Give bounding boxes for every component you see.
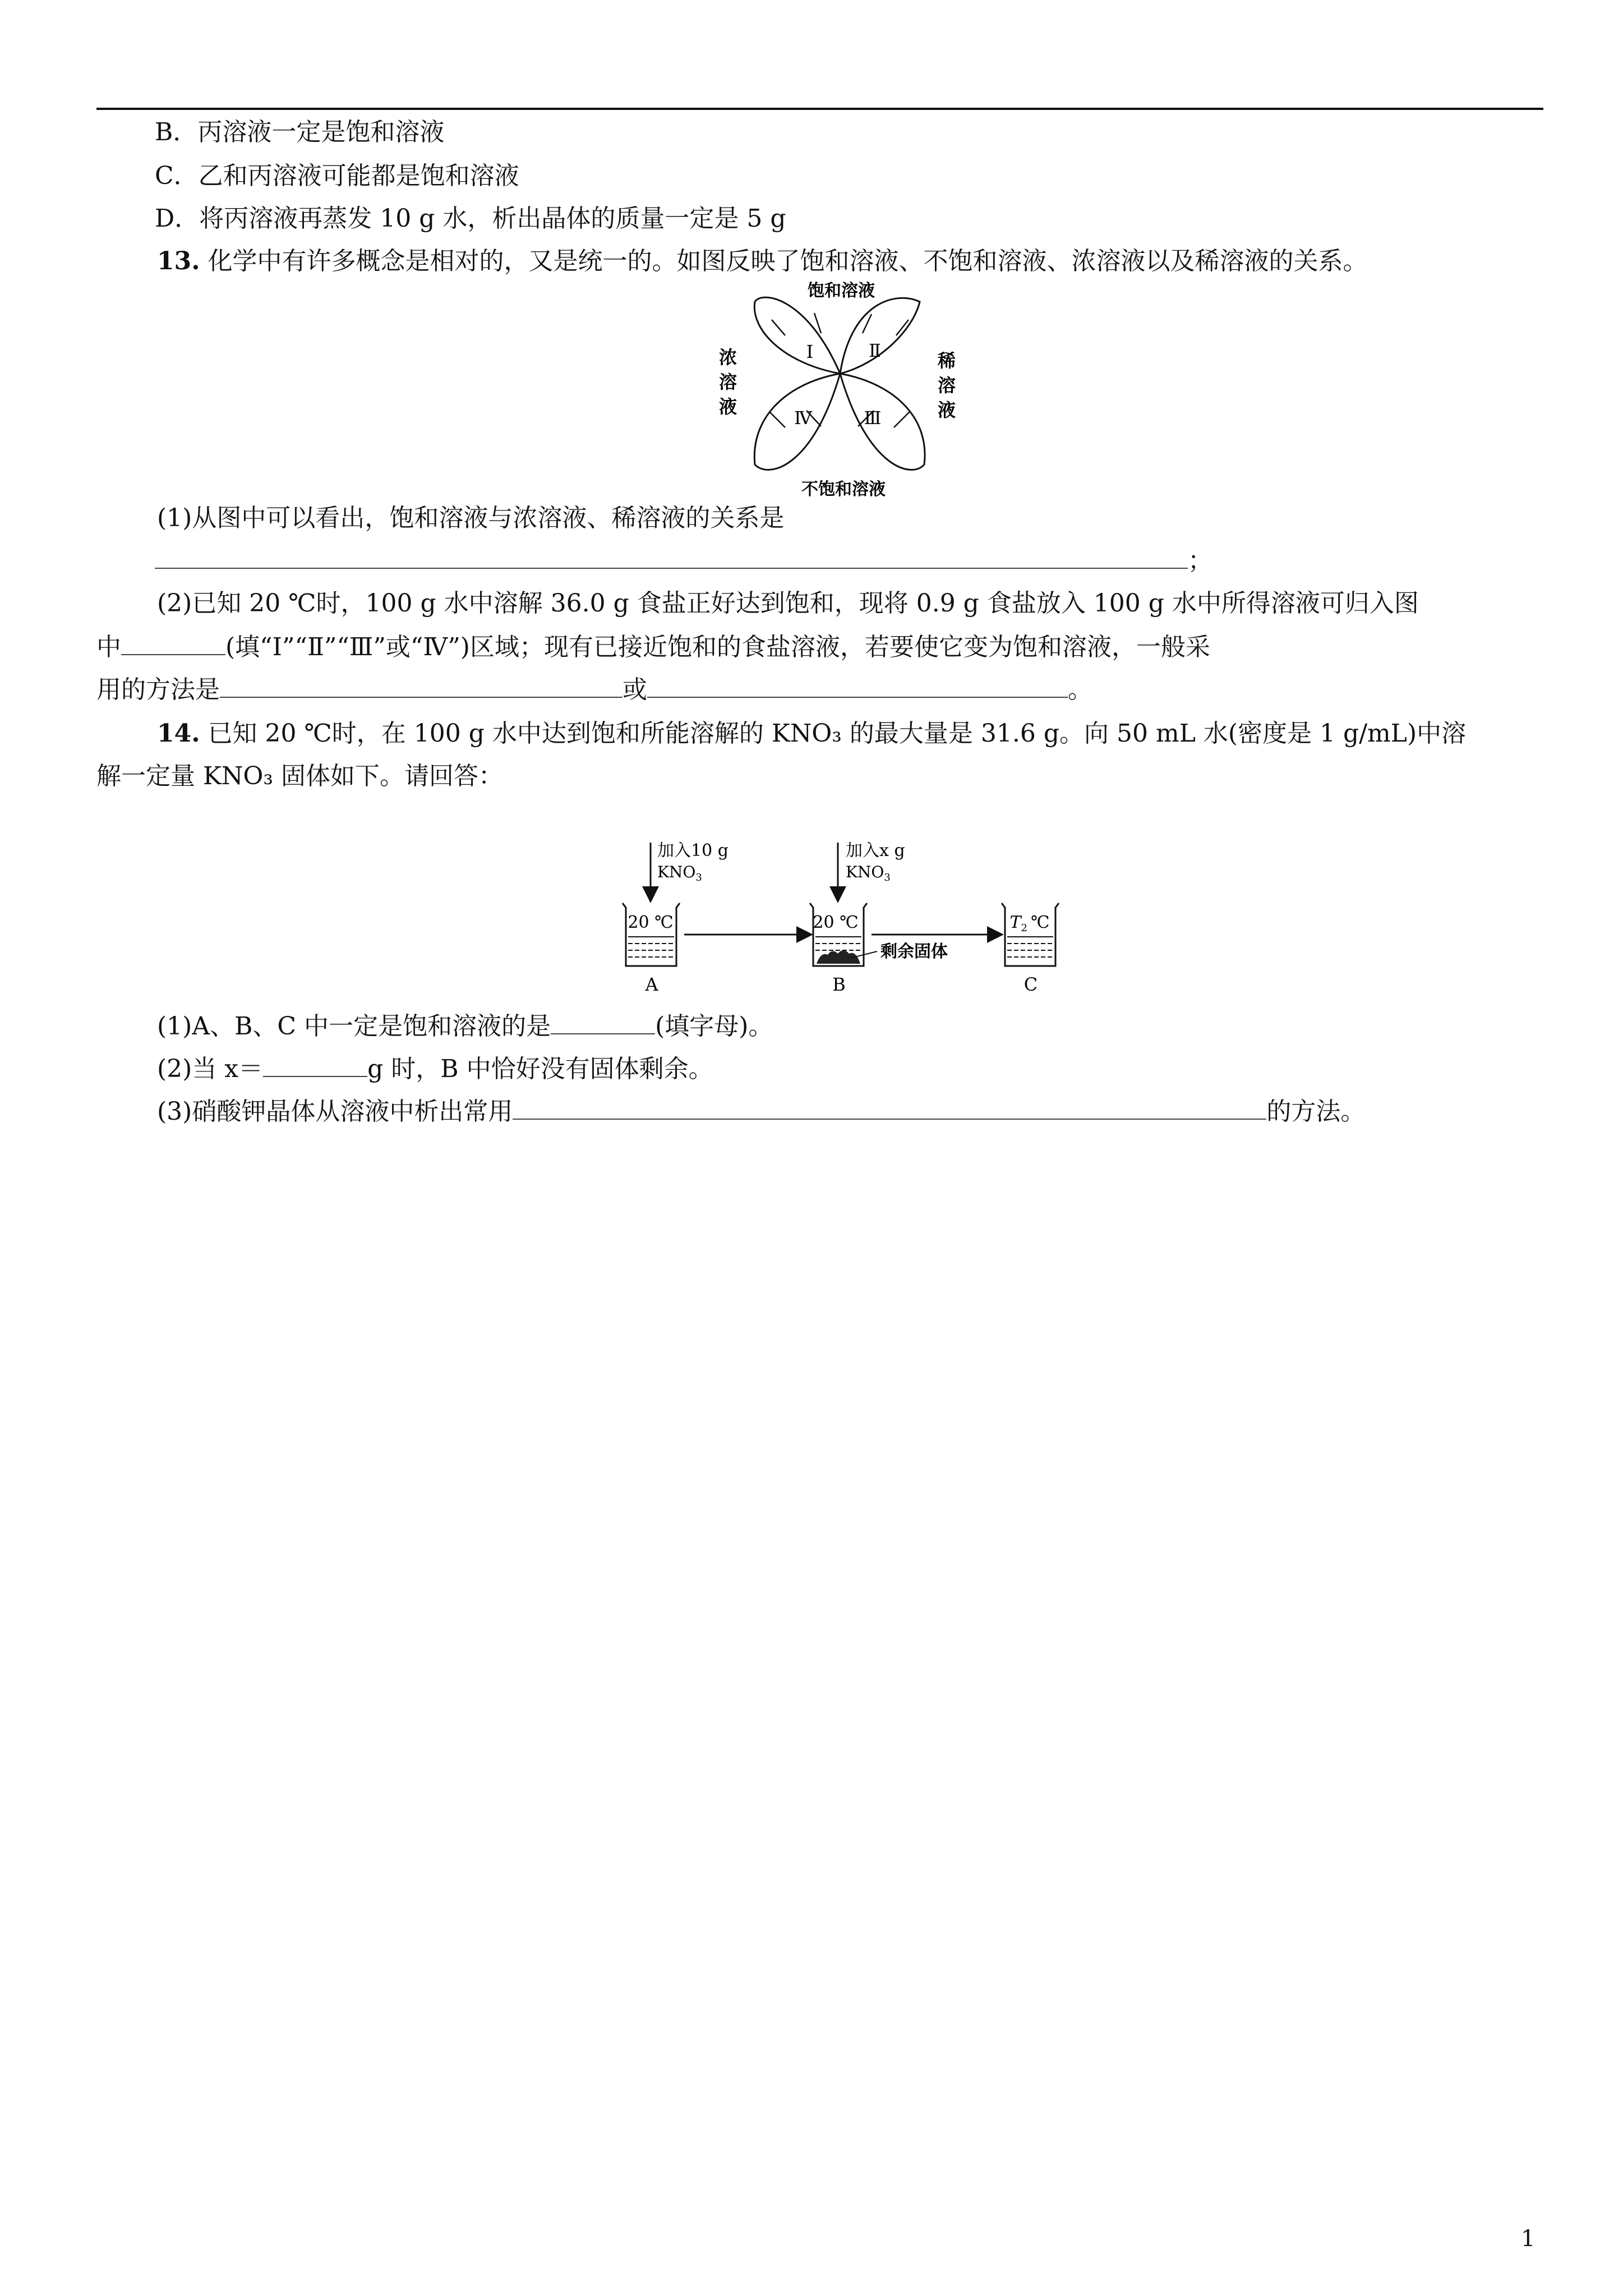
q13-part1-blank[interactable]: [155, 544, 1188, 569]
q14-part3-blank[interactable]: [513, 1095, 1266, 1120]
add-label-1: 加入10 g: [657, 841, 728, 861]
beaker-a-temp: 20 ℃: [628, 913, 674, 932]
region-1-label: Ⅰ: [806, 341, 814, 362]
q14-part3-prefix: (3)硝酸钾晶体从溶液中析出常用: [157, 1097, 513, 1126]
q14-part3: [157, 1095, 1365, 1129]
q13-part1-answer-line: [155, 544, 1212, 578]
q13-part2-line1: (2)已知 20 ℃时，100 g 水中溶解 36.0 g 食盐正好达到饱和，现将 0.9 g 食盐放入 100 g 水中所得溶液可归入图: [157, 589, 1419, 618]
q13-part2-line2: [96, 631, 1210, 664]
q13-part2-method-prefix: 用的方法是: [96, 675, 220, 704]
petal-top-right: [840, 298, 920, 374]
concentrated-char-3: 液: [718, 396, 737, 417]
dilute-char-3: 液: [937, 399, 956, 421]
q14-part1-prefix: (1)A、B、C 中一定是饱和溶液的是: [157, 1012, 551, 1041]
diagram-label-dilute: [937, 350, 956, 421]
beaker-b-temp: 20 ℃: [813, 913, 859, 932]
q13-method-blank-2[interactable]: [647, 673, 1068, 698]
q13-number: 13.: [157, 247, 200, 275]
q14-stem-1: 已知 20 ℃时，在 100 g 水中达到饱和所能溶解的 KNO₃ 的最大量是 31.6 g。向 50 mL 水(密度是 1 g/mL)中溶: [208, 719, 1467, 748]
q12-option-d: D．将丙溶液再蒸发 10 g 水，析出晶体的质量一定是 5 g: [155, 204, 786, 233]
beaker-b-label: B: [832, 974, 846, 995]
q12-option-b: B．丙溶液一定是饱和溶液: [155, 118, 445, 146]
q13-part2-region-blank[interactable]: [121, 631, 225, 655]
q14-part2: [157, 1052, 713, 1086]
q14-part2-prefix: (2)当 x＝: [157, 1055, 264, 1083]
region-3-label: Ⅲ: [864, 407, 882, 429]
residue-label: 剩余固体: [880, 942, 948, 961]
add-label-2-formula: $KNO_3$: [846, 863, 891, 884]
kno3-dissolving-diagram: [606, 836, 1077, 999]
q13-stem: 化学中有许多概念是相对的，又是统一的。如图反映了饱和溶液、不饱和溶液、浓溶液以及稀溶液的关系。: [208, 247, 1368, 275]
beaker-c-label: C: [1023, 974, 1038, 995]
diagram-label-concentrated: [719, 347, 737, 417]
q13-method-blank-1[interactable]: [220, 673, 623, 698]
q14-stem-line2: 解一定量 KNO₃ 固体如下。请回答：: [96, 762, 504, 790]
q14-part2-blank[interactable]: [263, 1052, 367, 1077]
q14-part2-suffix: g 时，B 中恰好没有固体剩余。: [367, 1055, 713, 1083]
region-2-label: Ⅱ: [869, 340, 881, 361]
q14-part1-blank[interactable]: [551, 1010, 655, 1034]
petal-bottom-right: [840, 374, 925, 470]
concentrated-char-2: 溶: [718, 371, 737, 393]
beaker-c: [1002, 903, 1059, 966]
concentrated-char-1: 浓: [718, 347, 737, 368]
q13-part2-rest: (填“Ⅰ”“Ⅱ”“Ⅲ”或“Ⅳ”)区域；现有已接近饱和的食盐溶液，若要使它变为饱和溶液，一般采: [225, 633, 1210, 661]
q14-part1-suffix: (填字母)。: [655, 1012, 773, 1041]
diagram-label-saturated: 饱和溶液: [808, 281, 875, 301]
q13-part1-end: ；: [1188, 546, 1212, 575]
q14-stem-line1: [157, 717, 1466, 751]
beaker-a: [623, 903, 680, 966]
petal-top-left: [754, 297, 840, 374]
dilute-char-1: 稀: [937, 350, 956, 371]
add-label-1-formula: $KNO_3$: [657, 863, 702, 884]
beaker-a-label: A: [645, 974, 658, 995]
diagram-label-unsaturated: 不饱和溶液: [801, 480, 886, 498]
q12-option-c: C．乙和丙溶液可能都是饱和溶液: [155, 162, 519, 190]
q13-stem-line: [157, 245, 1368, 278]
q13-part2-end: 。: [1068, 675, 1092, 704]
q13-part2-prefix: 中: [96, 633, 121, 661]
beaker-c-temp: $T_2$ ℃: [1009, 913, 1050, 934]
q13-part1-text: (1)从图中可以看出，饱和溶液与浓溶液、稀溶液的关系是: [157, 504, 785, 532]
q14-part1: [157, 1010, 773, 1043]
page-number: 1: [1521, 2226, 1536, 2252]
add-label-2: 加入x g: [846, 841, 905, 861]
region-4-label: Ⅳ: [794, 407, 812, 429]
q14-part3-suffix: 的方法。: [1266, 1097, 1366, 1126]
solution-relationship-diagram: [711, 279, 985, 498]
q13-part2-line3: [96, 673, 1092, 707]
q13-or: 或: [623, 675, 647, 704]
q14-number: 14.: [157, 719, 200, 748]
header-rule: [96, 108, 1543, 110]
dilute-char-2: 溶: [937, 375, 956, 396]
